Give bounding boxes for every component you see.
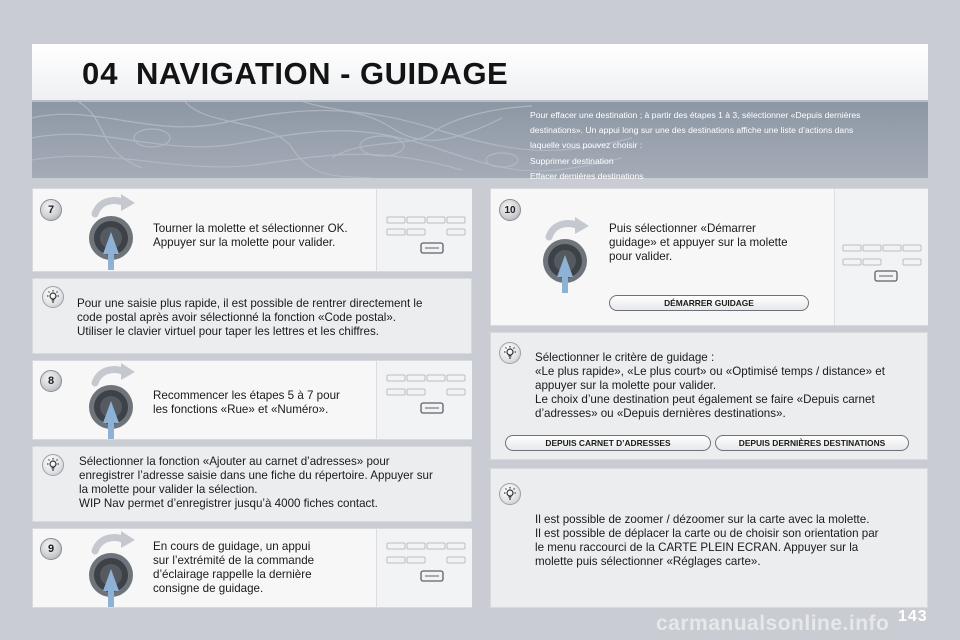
step-7-line: Tourner la molette et sélectionner OK. — [153, 222, 348, 235]
chapter-number: 04 — [82, 56, 119, 91]
step-8-line: Recommencer les étapes 5 à 7 pour — [153, 389, 340, 402]
rotary-knob-icon — [81, 529, 147, 609]
tip-line: Le choix d’une destination peut également se faire «Depuis carnet — [535, 393, 875, 406]
tip-line: le menu raccourci de la CARTE PLEIN ECRAN. Appuyer sur la — [535, 541, 859, 554]
step-9-line: En cours de guidage, un appui — [153, 540, 311, 553]
radio-console-icon — [376, 189, 472, 271]
light-bulb-icon — [42, 454, 64, 476]
light-bulb-icon — [499, 483, 521, 505]
rotary-knob-icon — [81, 192, 147, 272]
tip-line: Sélectionner le critère de guidage : — [535, 351, 715, 364]
light-bulb-icon — [42, 286, 64, 308]
step-9-panel — [32, 528, 472, 608]
step-number-badge: 10 — [499, 199, 521, 221]
step-10-line: guidage» et appuyer sur la molette — [609, 236, 788, 249]
radio-console-icon — [834, 189, 928, 325]
tip-line: Il est possible de zoomer / dézoomer sur la carte avec la molette. — [535, 513, 870, 526]
tip-map-zoom-text — [535, 513, 879, 569]
step-7-line: Appuyer sur la molette pour valider. — [153, 236, 336, 249]
step-9-line: consigne de guidage. — [153, 582, 264, 595]
tip-address-book-text — [79, 455, 433, 511]
step-8-panel — [32, 360, 472, 440]
step-9-text — [153, 540, 314, 596]
tip-panel-map-zoom — [490, 468, 928, 608]
step-10-line: pour valider. — [609, 250, 673, 263]
intro-line: destinations». Un appui long sur une des destinations affiche une liste d’actions dans — [530, 125, 854, 136]
tip-line: code postal après avoir sélectionné la fonction «Code postal». — [77, 311, 397, 324]
step-7-panel — [32, 188, 472, 272]
rotary-knob-icon — [81, 361, 147, 441]
from-address-book-button[interactable]: DEPUIS CARNET D’ADRESSES — [505, 435, 711, 451]
watermark: carmanualsonline.info — [656, 612, 890, 635]
tip-line: Il est possible de déplacer la carte ou de choisir son orientation par — [535, 527, 879, 540]
tip-line: Utiliser le clavier virtuel pour taper les lettres et les chiffres. — [77, 325, 379, 338]
tip-line: Pour une saisie plus rapide, il est possible de rentrer directement le — [77, 297, 423, 310]
tip-panel-address-book — [32, 446, 472, 522]
step-9-line: sur l’extrémité de la commande — [153, 554, 315, 567]
tip-line: enregistrer l’adresse saisie dans une fiche du répertoire. Appuyer sur — [79, 469, 433, 482]
light-bulb-icon — [499, 342, 521, 364]
from-last-destinations-button[interactable]: DEPUIS DERNIÈRES DESTINATIONS — [715, 435, 909, 451]
rotary-knob-icon — [535, 215, 601, 295]
step-number-badge: 7 — [40, 199, 62, 221]
tip-line: la molette pour valider la sélection. — [79, 483, 258, 496]
intro-line: Supprimer destination — [530, 155, 614, 166]
intro-line: Pour effacer une destination ; à partir des étapes 1 à 3, sélectionner «Depuis dernières — [530, 110, 861, 120]
step-9-line: d’éclairage rappelle la dernière — [153, 568, 312, 581]
tip-line: d’adresses» ou «Depuis dernières destinations». — [535, 407, 786, 420]
intro-text — [530, 108, 910, 184]
radio-console-icon — [376, 529, 472, 607]
tip-line: appuyer sur la molette pour valider. — [535, 379, 717, 392]
step-10-text — [609, 222, 788, 264]
start-guidance-button[interactable]: DÉMARRER GUIDAGE — [609, 295, 809, 311]
intro-line: Effacer dernières destinations — [530, 170, 644, 181]
step-10-panel — [490, 188, 928, 326]
tip-line: Sélectionner la fonction «Ajouter au carnet d’adresses» pour — [79, 455, 390, 468]
step-8-text — [153, 389, 340, 417]
tip-line: molette puis sélectionner «Réglages carte». — [535, 555, 761, 568]
tip-line: «Le plus rapide», «Le plus court» ou «Optimisé temps / distance» et — [535, 365, 885, 378]
tip-line: WIP Nav permet d’enregistrer jusqu’à 4000 fiches contact. — [79, 497, 378, 510]
tip-guidance-criteria-text — [535, 351, 885, 421]
step-8-line: les fonctions «Rue» et «Numéro». — [153, 403, 329, 416]
tip-panel-postal-code — [32, 278, 472, 354]
step-10-line: Puis sélectionner «Démarrer — [609, 222, 756, 235]
tip-postal-code-text — [77, 297, 422, 339]
step-number-badge: 9 — [40, 538, 62, 560]
step-7-text — [153, 222, 348, 250]
step-number-badge: 8 — [40, 370, 62, 392]
page-number: 143 — [898, 608, 928, 625]
page-title: NAVIGATION - GUIDAGE — [136, 56, 509, 91]
tip-panel-guidance-criteria — [490, 332, 928, 460]
intro-line: laquelle vous pouvez choisir : — [530, 140, 643, 151]
radio-console-icon — [376, 361, 472, 439]
